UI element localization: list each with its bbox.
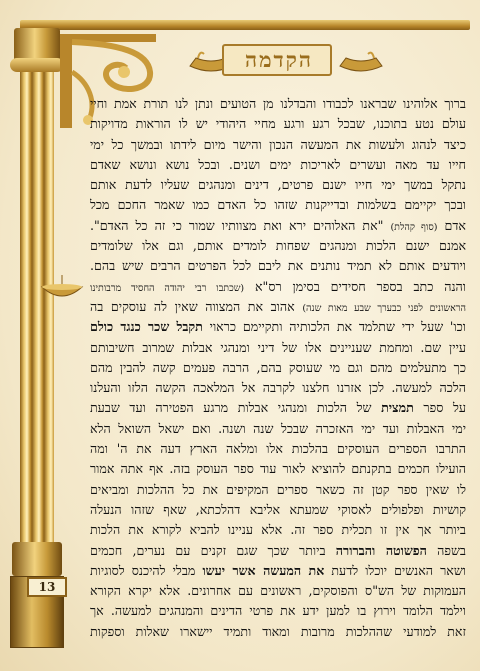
text-run: נתקל במשך ימי חייו ישנם פרטים, דינים ומנהגים שעליו לדעת אותם [90, 177, 466, 193]
text-line [90, 195, 466, 215]
text-run: חייו עד מאה ועשרים לאריכות ימים ושנים. ובכל נושא ונושא שאדם [90, 156, 466, 172]
text-run: כיצד לנהוג ולעשות את המעשה הנכון והישר מיום לידתו ובמשך כל ימי [90, 136, 466, 152]
text-line [90, 541, 466, 561]
text-run: עולם נטע בתוכנו, שבכל רגע ורגע מחיי היהודי יש לו הוראות מדויקות [90, 116, 466, 132]
text-run: של הלכות ומנהגי אבלות מרגע הפטירה ועד שבעת [90, 400, 382, 416]
text-line [90, 480, 466, 500]
text-run: מבלי להיכנס לסוגיות [90, 562, 203, 578]
text-run: הועילו חכמים בתקנתם להוציא לאור עוד ספר העוסק בזה. אף אתה אמור [90, 461, 466, 477]
text-line [90, 297, 466, 317]
column-shaft [20, 72, 54, 542]
text-line [90, 216, 466, 236]
text-run: זאת למודעי שההלכות מרובות ומאוד ותמיד יישארו שאלות וספקות [90, 623, 466, 639]
bold-phrase: תקבל שכר כנגד כולם [90, 319, 203, 335]
text-run: (שכתבו רבי יהודה החסיד מרבותינו [90, 282, 245, 294]
text-run: (סוף קהלת) [390, 221, 438, 233]
text-line [90, 581, 466, 601]
text-line [90, 135, 466, 155]
text-run: קושיות ופלפולים לאסוקי שמעתא אליבא דהלכתא, שאף שזהו הנעלה [90, 501, 466, 517]
heading-box [222, 44, 332, 76]
text-line [90, 500, 466, 520]
column-scroll [10, 58, 64, 72]
text-line [90, 277, 466, 297]
text-run: עיין שם. ומחמת שעניינים אלו של דיני ומנהגי אבלות שמרוב חשיבותם [90, 339, 466, 355]
text-line [90, 236, 466, 256]
text-run: אמנם ישנם הלכות ומנהגים שפחות לומדים אותם, וגם אלו שלומדים [90, 238, 466, 254]
text-run: העמוקות של הש"ס והפוסקים, ראשונים עם אחרונים. אלא יקרא הקורא [90, 583, 466, 599]
text-line [90, 520, 466, 540]
hanging-lamp-ornament [40, 275, 84, 305]
top-rail-ornament [20, 20, 470, 30]
text-line [90, 561, 466, 581]
text-run: התרבו הספרים העוסקים בהלכות אלו ומלאה הארץ דעה את ה' ומה [90, 441, 466, 457]
text-run: ימי האבלות ועד ימי האזכרה שבכל שנה ושנה. ואם ישאל השואל הלא [90, 420, 466, 436]
text-line [90, 459, 466, 479]
text-run: בשפה [426, 542, 466, 558]
bold-phrase: הפשוטה והברורה [335, 542, 427, 558]
text-run: על ספר [413, 400, 466, 416]
text-run: אדם [437, 217, 466, 233]
text-line [90, 378, 466, 398]
text-run: והנה כתב בספר חסידים בסימן רס"א [244, 278, 466, 294]
text-line [90, 439, 466, 459]
page-number: 13 [27, 577, 67, 597]
text-run: וילמד הלומד וירוץ בו למען ידע את פרטי הדינים והמנהגים למעשה. אך [90, 603, 466, 619]
text-line [90, 601, 466, 621]
text-line [90, 338, 466, 358]
text-line [90, 94, 466, 114]
lamp-right-icon [336, 48, 386, 72]
text-line [90, 358, 466, 378]
text-run: הראשונים לפני כבערך שבע מאות שנה) [302, 302, 466, 314]
golden-column [14, 28, 60, 648]
text-run: כך מתעלמים מהם וגם מי שעוסק בהם, הרבה פעמים קשה להבין מהם [90, 359, 466, 375]
text-run: ושאר האנשים יוכלו לדעת [324, 562, 466, 578]
text-line [90, 155, 466, 175]
body-text [90, 94, 466, 654]
text-line [90, 622, 466, 642]
text-line [90, 256, 466, 276]
text-run: וכו' שעל ידי שתלמד את הלכותיה ותקיימם כראוי [202, 319, 466, 335]
bold-phrase: את המעשה אשר יעשו [202, 562, 325, 578]
bold-phrase: תמצית [381, 400, 414, 416]
text-run: ביותר אך אין זו תכלית ספר זה. אלא עניינו להביא לקורא את הלכות [90, 522, 466, 538]
text-line [90, 175, 466, 195]
text-run: "את האלוהים ירא ואת מצוותיו שמור כי זה כל האדם". [90, 217, 391, 233]
text-line [90, 398, 466, 418]
text-run: הלכה למעשה. לכן אזרנו חלצנו לקרבה אל המלאכה הקשה הלזו והעלנו [90, 380, 466, 396]
text-run: אהוב את המצווה שאין לה עוסקים בה [90, 298, 303, 314]
column-base [12, 542, 62, 576]
text-run: ביותר שכך שגם זקנים עם נערים, חכמים [90, 542, 336, 558]
text-run: לו שאין ספר קטן זה כשאר ספרים המקיפים את כל ההלכות ומביאים [90, 481, 466, 497]
page-title: הקדמה [245, 47, 313, 72]
text-line [90, 114, 466, 134]
text-run: ובכך יקיימם בשלמות ובדייקנות שזהו כל האדם כמו שאמר החכם מכל [90, 197, 466, 213]
text-line [90, 419, 466, 439]
text-line [90, 317, 466, 337]
text-run: ויודעים אותם לא תמיד נותנים את ליבם לכל הפרטים הרבים שיש בהם. [90, 258, 466, 274]
heading-frame [190, 44, 380, 78]
text-run: ברוך אלוהינו שבראנו לכבודו והבדלנו מן הטועים ונתן לנו תורת אמת וחיי [90, 96, 466, 111]
